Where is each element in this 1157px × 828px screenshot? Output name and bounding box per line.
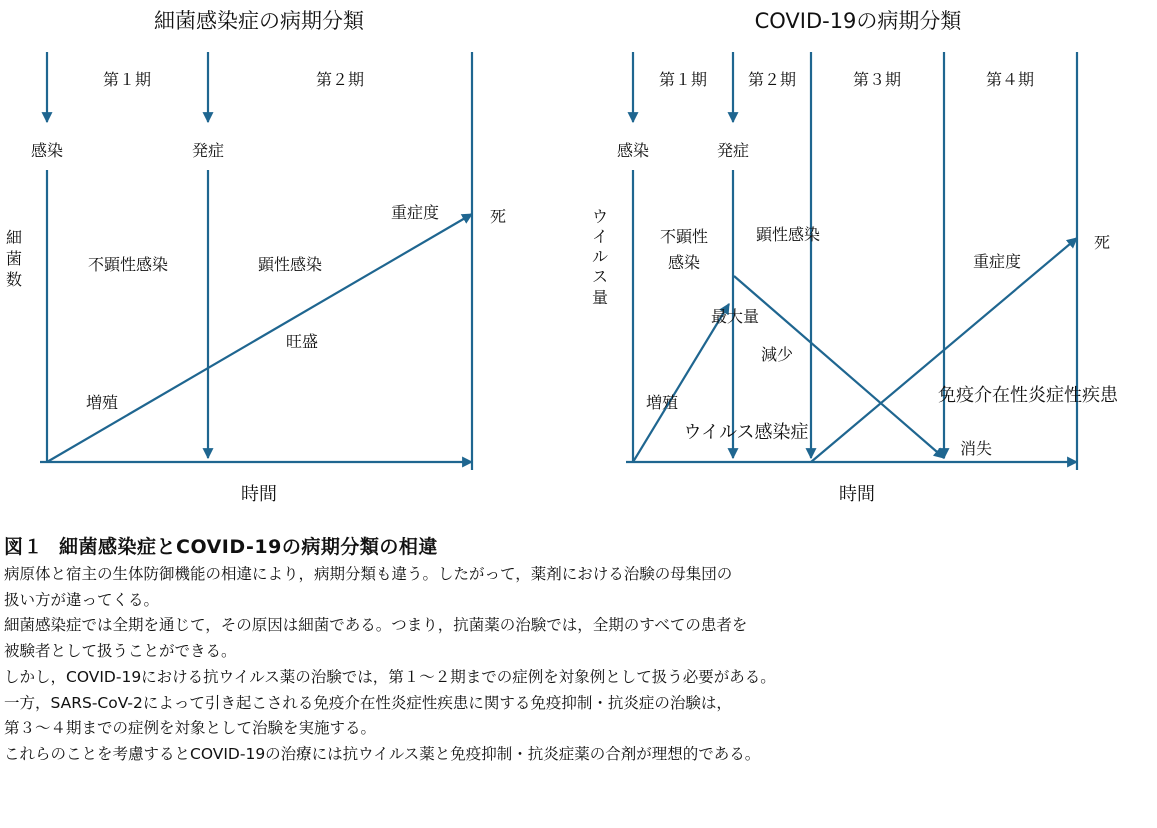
death-label: 死 [489,207,507,226]
caption-line: 細菌感染症では全期を通じて，その原因は細菌である。つまり，抗菌薬の治験では，全期のすべての患者を [4,616,748,635]
decrease-label: 減少 [760,345,794,364]
severity-label: 重症度 [972,252,1022,271]
max-amount-label: 最大量 [710,307,760,326]
svg-text:ス: ス [591,267,609,286]
svg-text:ル: ル [591,247,609,266]
viral-disease-label: ウイルス感染症 [683,422,809,443]
inapparent-infection-label: 不顕性感染 [87,255,169,274]
bacterial-diagram [6,9,506,505]
vigorous-label: 旺盛 [285,332,319,351]
period-4-label: 第４期 [985,70,1035,89]
proliferation-label: 増殖 [645,393,679,412]
proliferation-label: 増殖 [85,393,119,412]
disappear-label: 消失 [959,439,993,458]
period-2-label: 第２期 [315,70,365,89]
caption-line: 病原体と宿主の生体防御機能の相違により，病期分類も違う。したがって，薬剤における治験の母集団の [4,565,733,583]
period-2-label: 第２期 [747,70,797,89]
figure-number: 図１ [4,536,44,558]
period-1-label: 第１期 [658,70,708,89]
svg-text:イ: イ [591,227,609,246]
caption-line: 被験者として扱うことができる。 [4,642,237,661]
covid-diagram [592,9,1119,505]
onset-label: 発症 [191,141,225,160]
apparent-infection-label: 顕性感染 [257,255,323,274]
bacterial-title: 細菌感染症の病期分類 [154,9,364,33]
caption-line: 一方，SARS-CoV-2によって引き起こされる免疫介在性炎症性疾患に関する免疫抑制・抗炎症の治験は， [4,693,732,712]
caption-line: これらのことを考慮するとCOVID-19の治療には抗ウイルス薬と免疫抑制・抗炎症薬の合剤が理想的である。 [4,744,761,763]
inapparent-label-line1: 不顕性 [659,227,709,246]
caption-line: しかし，COVID-19における抗ウイルス薬の治験では，第１～２期までの症例を対象例として扱う必要がある。 [4,667,776,686]
caption-line: 第３～４期までの症例を対象として治験を実施する。 [4,719,377,738]
immune-disease-label: 免疫介在性炎症性疾患 [938,385,1118,406]
onset-label: 発症 [716,141,750,160]
svg-text:菌: 菌 [5,249,23,268]
period-3-label: 第３期 [852,70,902,89]
y-axis-label [592,207,608,307]
caption-line: 扱い方が違ってくる。 [4,590,160,609]
time-axis-label: 時間 [241,484,277,505]
caption-title-text: 細菌感染症とCOVID-19の病期分類の相違 [59,536,438,558]
death-label: 死 [1093,233,1111,252]
apparent-infection-label: 顕性感染 [755,225,821,244]
covid-title: COVID-19の病期分類 [754,9,962,33]
svg-text:ウ: ウ [591,207,609,226]
infection-label: 感染 [30,141,64,160]
infection-label: 感染 [616,141,650,160]
figure-caption [4,532,1154,768]
caption-title [4,532,1154,559]
svg-text:数: 数 [5,270,23,289]
y-axis-label [6,228,22,289]
time-axis-label: 時間 [839,484,875,505]
svg-text:量: 量 [591,288,609,307]
severity-arrow [47,214,472,462]
svg-text:細: 細 [5,228,23,247]
inapparent-label-line2: 感染 [667,253,701,272]
period-1-label: 第１期 [102,70,152,89]
severity-label: 重症度 [390,203,440,222]
